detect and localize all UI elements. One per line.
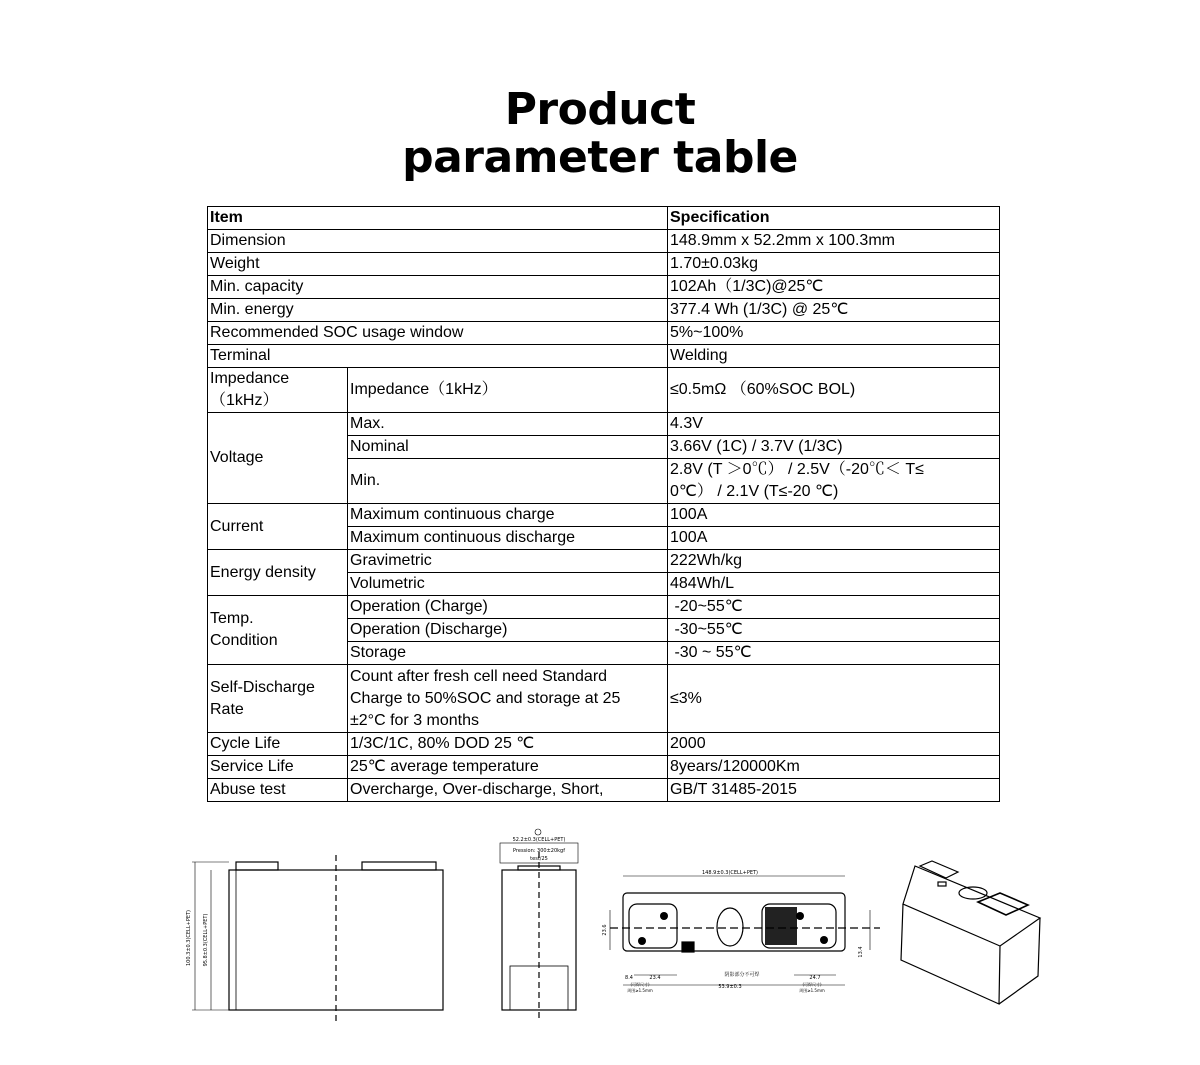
top-dim-right: 24.7 — [809, 975, 821, 981]
temp-storage-value: -30 ~ 55℃ — [668, 642, 1000, 665]
front-dim-height: 100.3±0.3(CELL+PET) — [186, 910, 192, 966]
parameter-table — [207, 206, 1000, 802]
table-row — [208, 413, 1000, 436]
top-dim-bottom: 53.9±0.3 — [718, 984, 742, 990]
row-value: 148.9mm x 52.2mm x 100.3mm — [668, 230, 1000, 253]
side-pression-2: test/25 — [530, 856, 548, 862]
top-note-left-1: (可焊尺寸) — [630, 982, 650, 987]
current-charge-label: Maximum continuous charge — [348, 504, 668, 527]
temp-storage-label: Storage — [348, 642, 668, 665]
table-row — [208, 230, 1000, 253]
self-discharge-value: ≤3% — [668, 665, 1000, 733]
top-dim-side: 23.6 — [602, 924, 608, 936]
cycle-life-condition: 1/3C/1C, 80% DOD 25 ℃ — [348, 733, 668, 756]
voltage-max-label: Max. — [348, 413, 668, 436]
condition-line1: Count after fresh cell need Standard — [350, 667, 608, 685]
row-value: Welding — [668, 345, 1000, 368]
condition-line3: ±2°C for 3 months — [350, 711, 480, 729]
row-label: Dimension — [208, 230, 668, 253]
impedance-value: ≤0.5mΩ （60%SOC BOL) — [668, 368, 1000, 413]
energy-grav-label: Gravimetric — [348, 550, 668, 573]
abuse-test-label: Abuse test — [208, 779, 348, 802]
front-view-drawing — [192, 855, 443, 1022]
isometric-view-drawing — [901, 861, 1040, 1004]
row-label: Recommended SOC usage window — [208, 322, 668, 345]
temp-label-line2: Condition — [210, 632, 278, 649]
temp-discharge-value: -30~55℃ — [668, 619, 1000, 642]
abuse-test-condition: Overcharge, Over-discharge, Short, — [348, 779, 668, 802]
temp-charge-value: -20~55℃ — [668, 596, 1000, 619]
voltage-nominal-value: 3.66V (1C) / 3.7V (1/3C) — [668, 436, 1000, 459]
row-label: Weight — [208, 253, 668, 276]
row-value: 1.70±0.03kg — [668, 253, 1000, 276]
header-spec: Specification — [668, 207, 1000, 230]
abuse-test-value: GB/T 31485-2015 — [668, 779, 1000, 802]
energy-density-label: Energy density — [208, 550, 348, 596]
row-label: Min. capacity — [208, 276, 668, 299]
table-row — [208, 368, 1000, 413]
row-label: Min. energy — [208, 299, 668, 322]
table-row — [208, 596, 1000, 619]
current-label: Current — [208, 504, 348, 550]
energy-grav-value: 222Wh/kg — [668, 550, 1000, 573]
table-row — [208, 756, 1000, 779]
row-value: 102Ah（1/3C)@25℃ — [668, 276, 1000, 299]
voltage-max-value: 4.3V — [668, 413, 1000, 436]
row-value: 377.4 Wh (1/3C) @ 25℃ — [668, 299, 1000, 322]
table-row — [208, 733, 1000, 756]
temp-label — [208, 596, 348, 665]
top-dim-side-2: 13.4 — [858, 946, 864, 958]
current-discharge-value: 100A — [668, 527, 1000, 550]
table-row — [208, 253, 1000, 276]
title-line-1: Product — [504, 84, 696, 135]
page-title — [0, 86, 1200, 182]
impedance-label-line2: （1kHz） — [210, 392, 279, 409]
self-discharge-line2: Rate — [210, 700, 244, 718]
top-dim-left: 23.4 — [649, 975, 661, 981]
cycle-life-label: Cycle Life — [208, 733, 348, 756]
front-dim-height-2: 95.8±0.3(CELL+PET) — [203, 913, 209, 967]
energy-vol-value: 484Wh/L — [668, 573, 1000, 596]
voltage-min-line1: 2.8V (T ＞0℃） / 2.5V（-20℃＜ T≤ — [670, 461, 924, 478]
table-row — [208, 276, 1000, 299]
side-dim-width: 52.2±0.3(CELL+PET) — [512, 837, 566, 843]
self-discharge-line1: Self-Discharge — [210, 678, 315, 696]
row-label: Terminal — [208, 345, 668, 368]
temp-charge-label: Operation (Charge) — [348, 596, 668, 619]
service-life-label: Service Life — [208, 756, 348, 779]
side-pression-1: Pression: 300±20kgf — [513, 848, 565, 854]
table-row — [208, 665, 1000, 733]
table-row — [208, 322, 1000, 345]
voltage-min-value — [668, 459, 1000, 504]
top-note: 阴影部分不可焊 — [724, 972, 760, 978]
table-row — [208, 550, 1000, 573]
table-row — [208, 504, 1000, 527]
impedance-label — [208, 368, 348, 413]
voltage-nominal-label: Nominal — [348, 436, 668, 459]
top-note-right-1: (可焊尺寸) — [802, 982, 822, 987]
energy-vol-label: Volumetric — [348, 573, 668, 596]
current-discharge-label: Maximum continuous discharge — [348, 527, 668, 550]
row-value: 5%~100% — [668, 322, 1000, 345]
table-row — [208, 345, 1000, 368]
top-view-drawing — [610, 876, 880, 985]
temp-label-line1: Temp. — [210, 610, 254, 627]
condition-line2: Charge to 50%SOC and storage at 25 — [350, 689, 621, 707]
voltage-label: Voltage — [208, 413, 348, 504]
table-header-row — [208, 207, 1000, 230]
temp-discharge-label: Operation (Discharge) — [348, 619, 668, 642]
self-discharge-condition — [348, 665, 668, 733]
table-row — [208, 779, 1000, 802]
title-line-2: parameter table — [402, 132, 798, 183]
current-charge-value: 100A — [668, 504, 1000, 527]
impedance-sub: Impedance（1kHz） — [348, 368, 668, 413]
top-note-left-2: 周围≥1.5mm — [627, 988, 653, 993]
top-dim-edge: 8.4 — [625, 975, 633, 981]
cycle-life-value: 2000 — [668, 733, 1000, 756]
table-row — [208, 299, 1000, 322]
voltage-min-label: Min. — [348, 459, 668, 504]
self-discharge-label — [208, 665, 348, 733]
header-item: Item — [208, 207, 668, 230]
voltage-min-line2: 0℃） / 2.1V (T≤-20 ℃) — [670, 483, 839, 500]
cell-drawings — [0, 820, 1200, 1040]
top-note-right-2: 周围≥1.5mm — [799, 988, 825, 993]
service-life-condition: 25℃ average temperature — [348, 756, 668, 779]
top-dim-length: 148.9±0.3(CELL+PET) — [702, 870, 758, 876]
impedance-label-line1: Impedance — [210, 370, 290, 387]
service-life-value: 8years/120000Km — [668, 756, 1000, 779]
